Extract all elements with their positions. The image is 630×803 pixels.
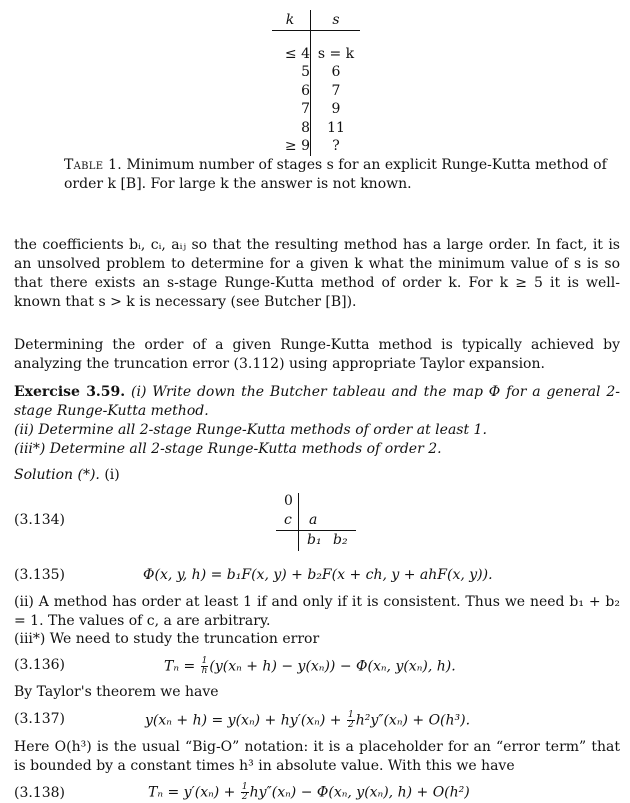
table-caption	[64, 156, 620, 194]
tableau-c1: 0	[284, 493, 293, 509]
exercise	[14, 383, 620, 459]
exercise-label: Exercise 3.59.	[14, 384, 126, 400]
equation-phi: Φ(x, y, h) = b₁F(x, y) + b₂F(x + ch, y + ahF(x, y)).	[143, 567, 493, 583]
exercise-part-2: (ii) Determine all 2-stage Runge-Kutta methods of order at least 1.	[14, 422, 487, 438]
tableau-a21: a	[309, 512, 318, 528]
tableau-horizontal-rule	[276, 530, 356, 531]
paragraph-order: Determining the order of a given Runge-Kutta method is typically achieved by analyzing the truncation error (3.112) using appropriate Taylor expansion.	[14, 337, 620, 372]
fraction-1-over-2	[241, 783, 249, 802]
caption-label: Table 1.	[64, 157, 123, 173]
frac-den: 2	[241, 792, 248, 802]
frac-num: 1	[347, 710, 354, 720]
exercise-part-3: (iii*) Determine all 2-stage Runge-Kutta methods of order 2.	[14, 441, 442, 457]
eq-lhs: y(xₙ + h) = y(xₙ) + hy′(xₙ) +	[145, 712, 346, 729]
caption-text: Minimum number of stages s for an explicit Runge-Kutta method of order k [B]. For large k the answer is not known.	[64, 157, 607, 192]
eq-number-3-138: (3.138)	[14, 785, 66, 801]
fraction-1-over-2	[347, 711, 355, 730]
cell-k: 5	[301, 64, 310, 81]
paragraph-coefficients: the coefficients bᵢ, cᵢ, aᵢⱼ so that the resulting method has a large order. In fact, it is an unsolved problem to determine for a given k what the minimum value of s is so that there exists an s-stage Runge-Kutta method of order k. For k ≥ 5 it is well-known that s > k is necessary (see Butcher [B]).	[14, 237, 620, 310]
eq-rhs: (y(xₙ + h) − y(xₙ)) − Φ(xₙ, y(xₙ), h).	[209, 658, 456, 675]
tableau-c2: c	[284, 512, 292, 528]
stages-table	[272, 10, 360, 156]
table-row	[272, 83, 360, 101]
cell-s: 11	[327, 119, 345, 136]
eq-lhs: Tₙ = y′(xₙ) +	[148, 784, 240, 801]
frac-den: 2	[347, 720, 354, 730]
table-header	[272, 10, 360, 34]
tableau-b2: b₂	[333, 532, 348, 548]
cell-s: s = k	[317, 46, 355, 62]
table-row	[272, 120, 360, 138]
eq-lhs: Tₙ =	[164, 658, 200, 675]
eq-number-3-137: (3.137)	[14, 711, 66, 727]
solution-part-ii: (ii) A method has order at least 1 if and only if it is consistent. Thus we need b₁ + b₂ = 1. The values of c, a are arbitrary.	[14, 594, 620, 629]
bigO-paragraph: Here O(h³) is the usual “Big-O” notation: it is a placeholder for an “error term” that is bounded by a constant times h³ in absolute value. With this we have	[14, 739, 620, 774]
cell-k: ≤ 4	[284, 46, 310, 62]
table-row	[272, 101, 360, 119]
equation-truncation-expanded	[148, 783, 470, 802]
fraction-1-over-h	[201, 657, 209, 676]
cell-s: ?	[332, 137, 340, 154]
taylor-intro: By Taylor's theorem we have	[14, 684, 219, 700]
butcher-tableau	[276, 493, 356, 553]
solution-label: Solution (*).	[14, 467, 100, 483]
frac-num: 1	[241, 782, 248, 792]
cell-k: 7	[301, 101, 310, 118]
cell-k: 8	[301, 119, 310, 136]
cell-s: 7	[331, 82, 341, 99]
exercise-part-1: (i) Write down the Butcher tableau and the map Φ for a general 2-stage Runge-Kutta method.	[14, 384, 620, 419]
frac-den: h	[201, 666, 208, 676]
table-row	[272, 138, 360, 156]
cell-s: 6	[331, 64, 341, 81]
eq-number-3-134: (3.134)	[14, 512, 66, 528]
cell-k: 6	[301, 82, 310, 99]
solution-heading	[14, 466, 620, 485]
eq-number-3-135: (3.135)	[14, 567, 66, 583]
frac-num: 1	[201, 656, 208, 666]
header-k: k	[285, 12, 295, 28]
solution-part-i: (i)	[104, 467, 120, 483]
solution-part-iii: (iii*) We need to study the truncation error	[14, 631, 320, 647]
eq-rhs: hy″(xₙ) − Φ(xₙ, y(xₙ), h) + O(h²)	[249, 784, 470, 801]
table-row	[272, 46, 360, 64]
eq-rhs: h²y″(xₙ) + O(h³).	[355, 712, 471, 729]
cell-s: 9	[331, 101, 341, 118]
equation-truncation-error	[164, 657, 456, 676]
eq-number-3-136: (3.136)	[14, 657, 66, 673]
equation-taylor	[145, 711, 470, 730]
cell-k: ≥ 9	[284, 137, 310, 154]
tableau-b1: b₁	[307, 532, 322, 548]
table-row	[272, 64, 360, 82]
tableau-vertical-rule	[298, 493, 299, 551]
header-s: s	[332, 12, 340, 28]
